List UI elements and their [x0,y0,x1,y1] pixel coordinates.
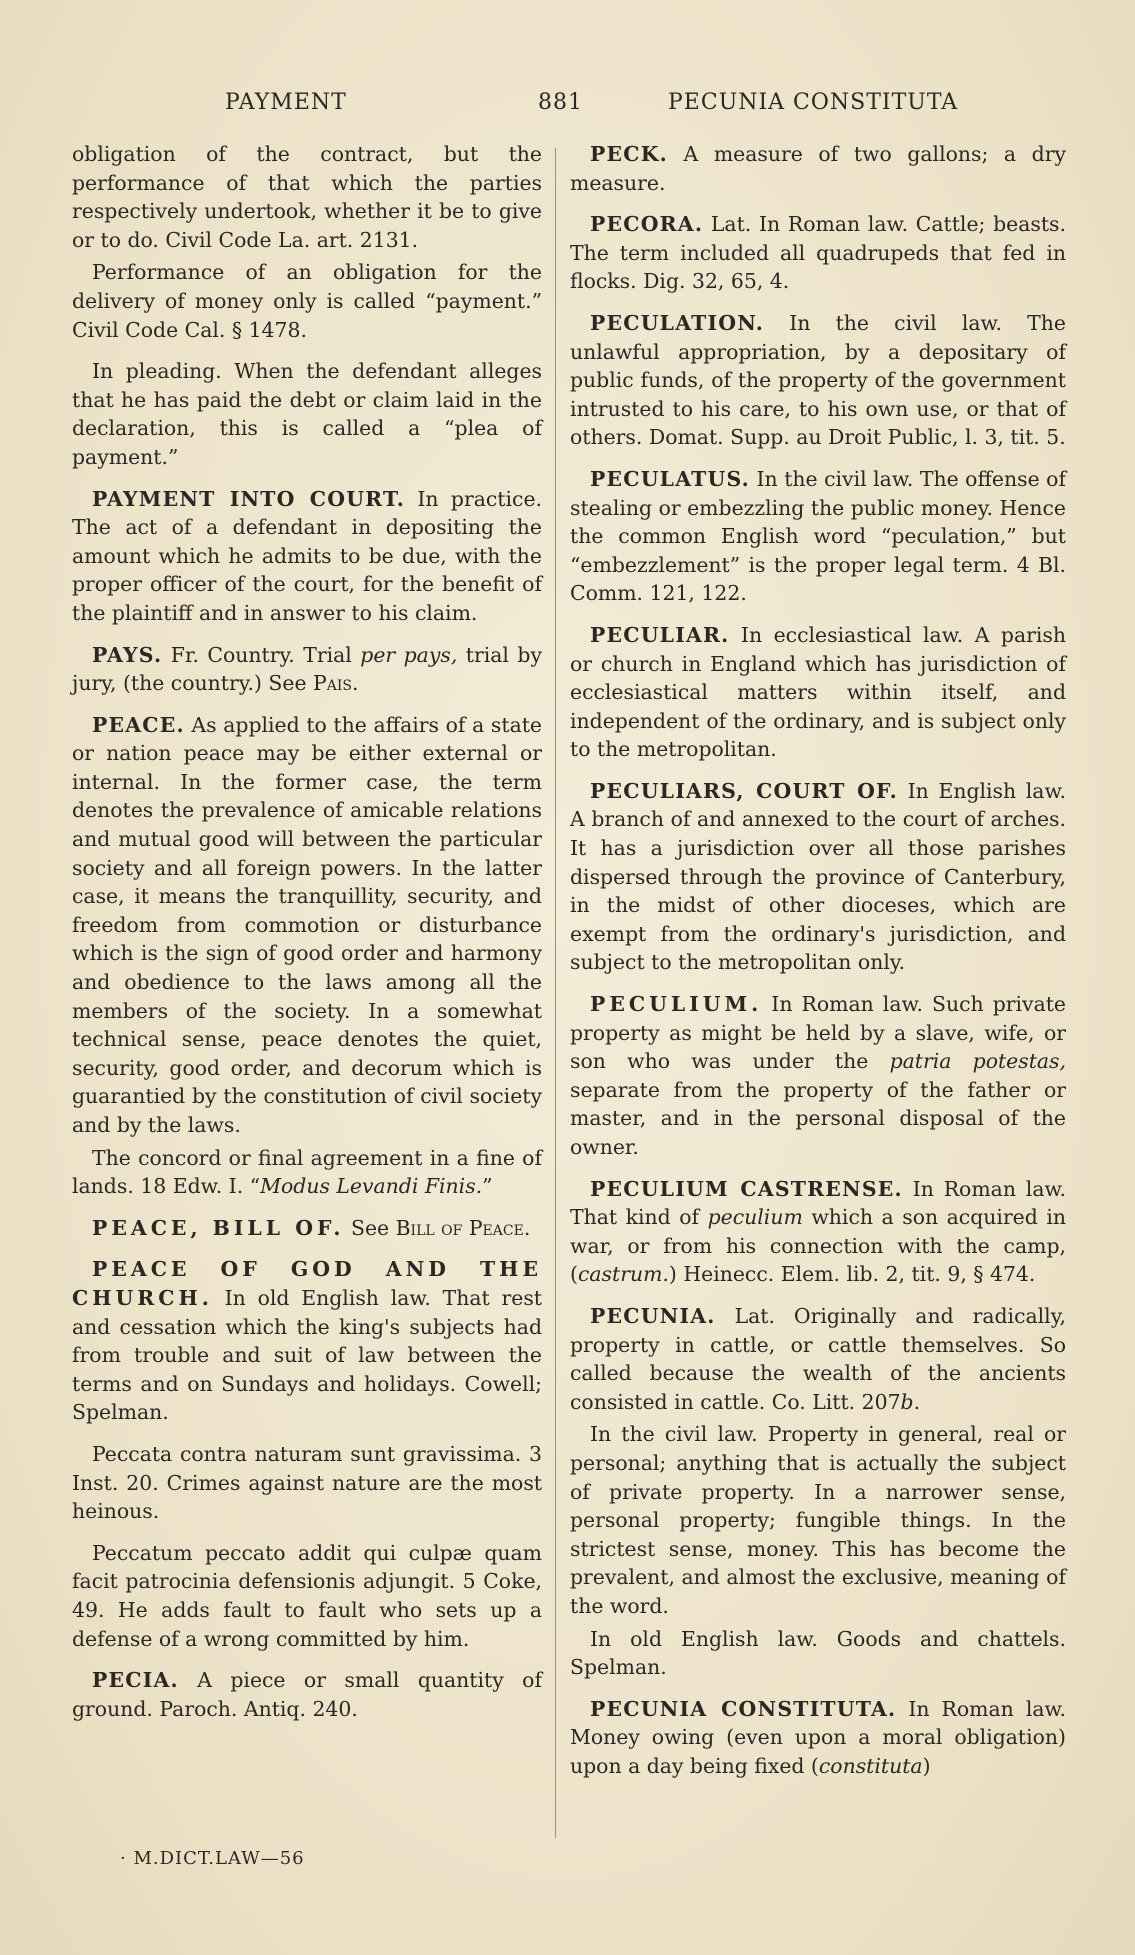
definition: In English law. A branch of and annexed to the court of arches. It has a jurisdiction over all those parishes dispersed through the province of Canterbury, in the midst of other dioceses, which are exempt from the ordinary's jurisdiction, and subject to the metropolitan only. [570,778,1066,975]
definition: See [344,1215,396,1240]
headword: PECULIUM CASTRENSE. [590,1176,903,1201]
definition: A measure of two gallons; a dry measure. [570,142,1066,195]
punctuation: . [913,1389,921,1414]
headword: PAYMENT INTO COURT. [92,486,406,511]
punctuation: ” [482,1174,493,1199]
running-header [0,90,1135,130]
entry-peculium [570,990,1066,1162]
definition: Lat. In Roman law. Cattle; beasts. The term included all quadrupeds that fed in flocks. Dig. 32, 65, 4. [570,212,1066,294]
entry-pecunia-constituta [570,1695,1066,1781]
headword: PECULIUM. [590,992,763,1017]
punctuation: ) [922,1753,931,1778]
punctuation: . [523,1215,531,1240]
entry-peace [72,711,542,1140]
entry-pecora [570,210,1066,296]
header-left-guide-word: PAYMENT [225,90,347,115]
entry-peculiars-court-of [570,777,1066,977]
column-divider [555,148,556,1838]
headword: PAYS. [92,642,163,667]
signature-mark: · M.DICT.LAW—56 [120,1848,305,1869]
definition: In Roman law. Money owing (even upon a moral obligation) upon a day being fixed ( [570,1696,1067,1778]
headword: PECULIAR. [590,622,730,647]
headword: PECIA. [92,1668,179,1693]
definition: As applied to the affairs of a state or nation peace may be either external or internal. In the former case, the term denotes the prevalence of amicable relations and mutual good will between the particular society and all foreign powers. In the latter case, it means the tranquillity, security, and freedom from commotion or disturbance which is the sign of good order and harmony and obedience to the laws among all the members of the society. In a somewhat technical sense, peace denotes the quiet, security, good order, and decorum which is guarantied by the constitution of civil society and by the laws. [72,712,542,1137]
definition: which a son acquired in war, or from his connection with the camp, ( [570,1205,1067,1287]
definition: The concord or final agreement in a fine of lands. 18 Edw. I. “ [72,1145,542,1199]
headword: PECULATUS. [590,466,750,491]
maxim-peccata: Peccata contra naturam sunt gravissima. 3 Inst. 20. Crimes against nature are the most heinous. [72,1441,542,1524]
definition: In Roman law. That kind of [570,1176,1066,1230]
definition: Lat. Originally and radically, property in cattle, or cattle themselves. So called because the wealth of the ancients consisted in cattle. Co. Litt. 207 [570,1303,1066,1414]
page-number: 881 [538,90,583,115]
italic-term: per pays, [360,642,458,667]
headword: PEACE. [92,712,185,737]
definition: In the civil law. The unlawful appropriation, by a depositary of public funds, of the property of the government intrusted to his care, to his own use, or that of others. Domat. Supp. au Droit Public, l. 3, tit. 5. [570,310,1066,450]
definition: Fr. Country. Trial [162,642,361,667]
definition: A piece or small quantity of ground. Paroch. Antiq. 240. [72,1668,542,1721]
entry-peculium-castrense [570,1175,1066,1289]
definition: In Roman law. Such private property as might be held by a slave, wife, or son who was under the [570,992,1066,1074]
entry-peace-bill-of [72,1214,542,1243]
entry-payment-pleading: In pleading. When the defendant alleges that he has paid the debt or claim laid in the declaration, this is called a “plea of payment.” [72,359,542,469]
entry-peculation [570,309,1066,452]
left-column [72,140,542,1736]
right-column [570,140,1066,1793]
maxim-peccatum: Peccatum peccato addit qui culpæ quam facit patrocinia defensionis adjungit. 5 Coke, 49. He adds fault to fault who sets up a defense of a wrong committed by him. [72,1540,542,1651]
italic-term: peculium [707,1205,803,1230]
headword: PECORA. [590,212,704,237]
italic-term: castrum. [577,1262,669,1287]
headword: PECUNIA. [590,1303,716,1328]
definition: In ecclesiastical law. A parish or church in England which has jurisdiction of ecclesiastical matters within itself, and independent of the ordinary, and is subject only to the metropolitan. [570,622,1066,762]
entry-peace-concord [72,1144,542,1201]
italic-term: patria potestas, [889,1049,1066,1074]
entry-pecunia-civil-law: In the civil law. Property in general, real or personal; anything that is actually the subject of private property. In a narrower sense, personal property; fungible things. In the strictest sense, money. This has become the prevalent, and almost the exclusive, meaning of the word. [570,1422,1066,1618]
entry-payment-into-court [72,485,542,628]
entry-payment-continued: obligation of the contract, but the performance of that which the parties respectively undertook, whether it be to give or to do. Civil Code La. art. 2131. [72,142,542,252]
punctuation: . [351,671,359,696]
entry-payment-paragraph: Performance of an obligation for the delivery of money only is called “payment.” Civil Code Cal. § 1478. [72,260,542,342]
entry-pays [72,641,542,698]
italic-term: Modus Levandi Finis. [260,1174,483,1199]
headword: PECULATION. [590,310,765,335]
italic-term: constituta [818,1753,923,1778]
definition: separate from the property of the father or master, and in the personal disposal of the owner. [570,1077,1066,1159]
entry-pecunia-english-law: In old English law. Goods and chattels. Spelman. [570,1626,1066,1680]
definition: In old English law. That rest and cessation which the king's subjects had from trouble and suit of law between the terms and on Sundays and holidays. Cowell; Spelman. [72,1285,542,1425]
headword: PEACE, BILL OF. [92,1215,345,1240]
cross-reference: Pais [313,671,352,696]
headword: PECUNIA CONSTITUTA. [590,1696,897,1721]
definition: In practice. The act of a defendant in depositing the amount which he admits to be due, with the proper officer of the court, for the benefit of the plaintiff and in answer to his claim. [72,486,542,625]
headword: PEACE OF GOD AND THE CHURCH. [72,1257,542,1310]
headword: PECULIARS, COURT OF. [590,778,898,803]
entry-peculiar [570,621,1066,764]
definition: trial by jury, (the country.) See [72,642,542,696]
entry-pecunia [570,1302,1066,1416]
entry-peace-of-god [72,1255,542,1427]
header-right-guide-word: PECUNIA CONSTITUTA [668,90,959,115]
definition: In the civil law. The offense of stealing or embezzling the public money. Hence the common English word “peculation,” but “embezzlement” is the proper legal term. 4 Bl. Comm. 121, 122. [570,466,1066,606]
entry-peculatus [570,465,1066,608]
italic-term: b [900,1389,914,1414]
cross-reference: Bill of Peace [395,1215,524,1240]
headword: PECK. [590,142,668,166]
definition: ) Heinecc. Elem. lib. 2, tit. 9, § 474. [668,1262,1036,1287]
entry-pecia [72,1666,542,1723]
entry-peck [570,140,1066,197]
